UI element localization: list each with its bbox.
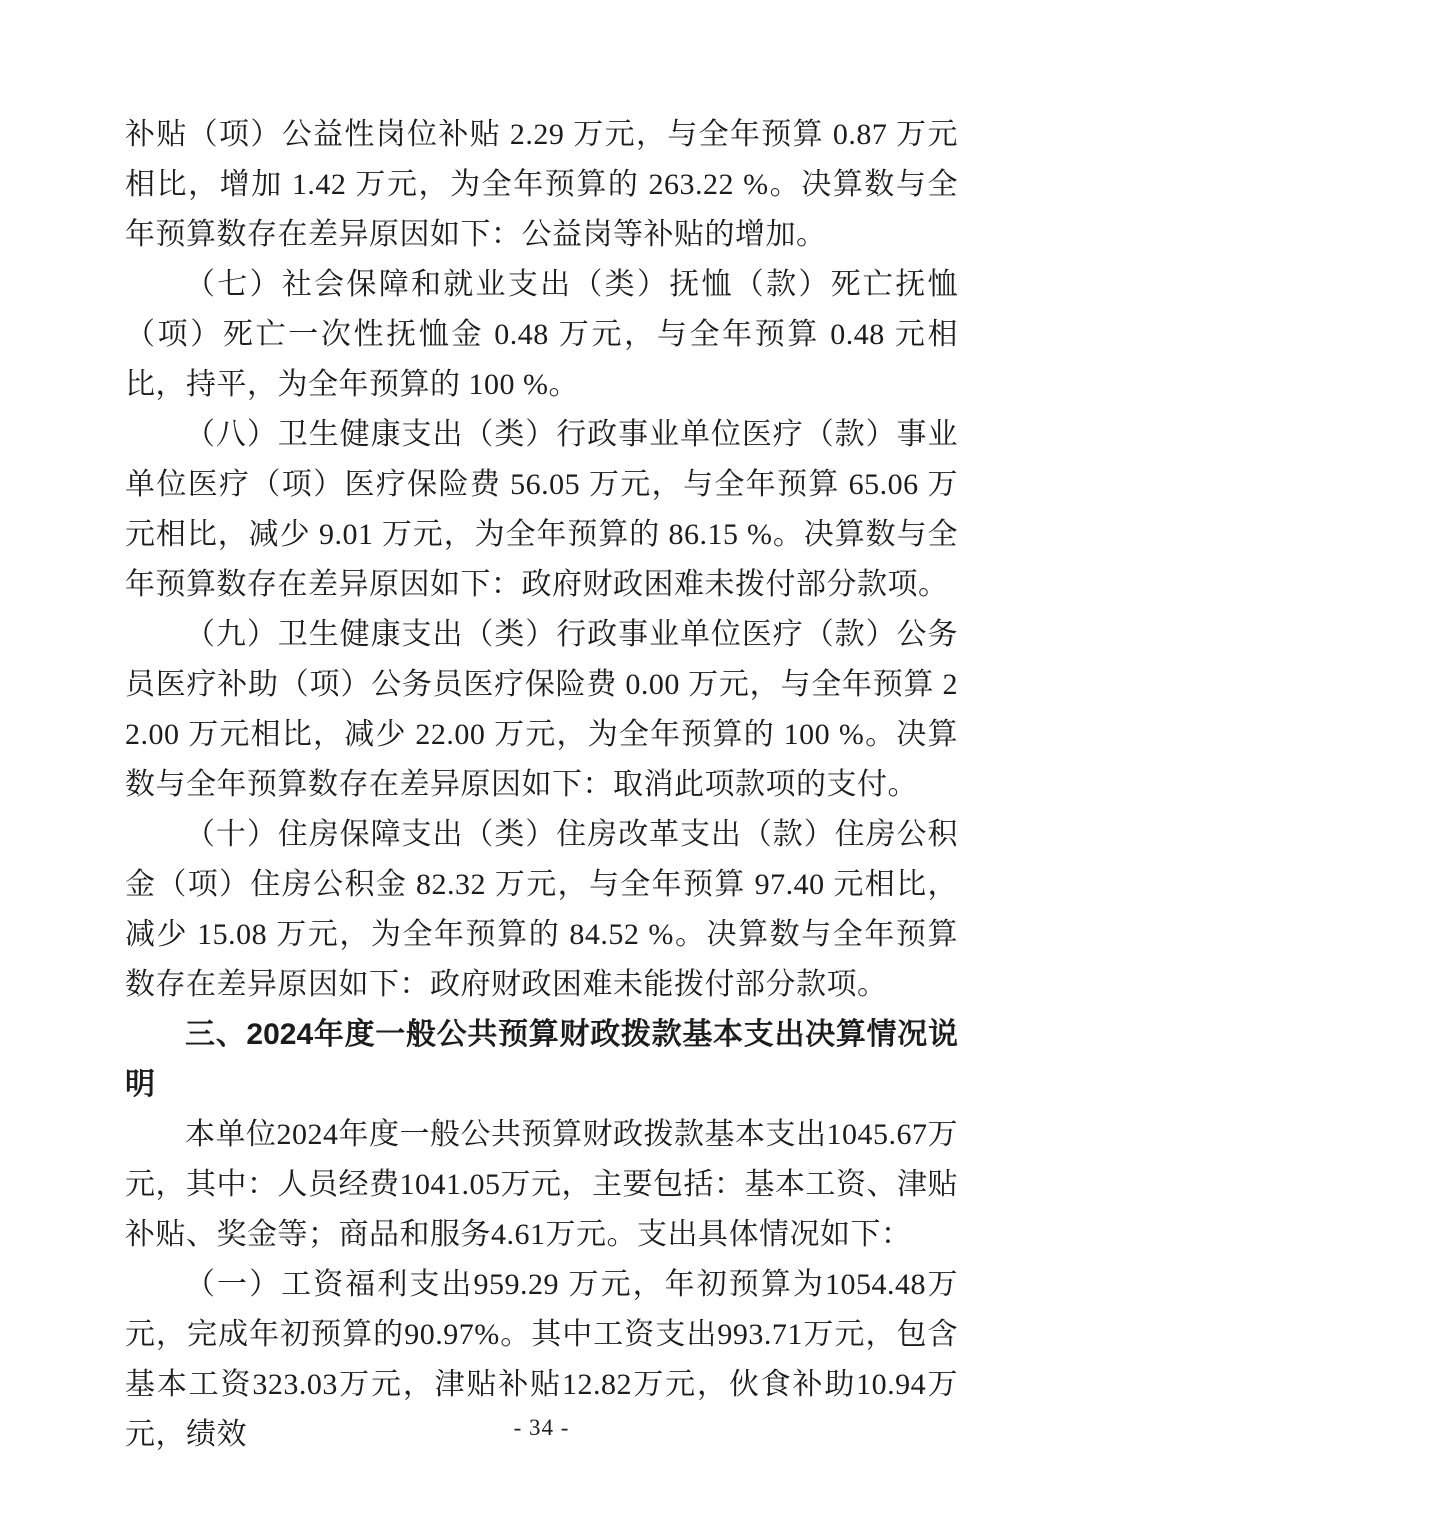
- para-item-9: （九）卫生健康支出（类）行政事业单位医疗（款）公务员医疗补助（项）公务员医疗保险费 0.00 万元，与全年预算 22.00 万元相比，减少 22.00 万元，为全年预算的 100 %。决算数与全年预算数存在差异原因如下：取消此项款项的支付。: [125, 618, 958, 801]
- para-subsidy-continuation: 补贴（项）公益性岗位补贴 2.29 万元，与全年预算 0.87 万元相比，增加 1.42 万元，为全年预算的 263.22 %。决算数与全年预算数存在差异原因如下：公益岗等补贴的增加。: [125, 118, 958, 251]
- page-number: - 34 -: [513, 1415, 570, 1440]
- document-body: [125, 110, 958, 1460]
- para-item-10: （十）住房保障支出（类）住房改革支出（款）住房公积金（项）住房公积金 82.32 万元，与全年预算 97.40 元相比，减少 15.08 万元，为全年预算的 84.52 %。决算数与全年预算数存在差异原因如下：政府财政困难未能拨付部分款项。: [125, 818, 958, 1001]
- para-item-1-wages: （一）工资福利支出959.29 万元，年初预算为1054.48万元，完成年初预算的90.97%。其中工资支出993.71万元，包含基本工资323.03万元，津贴补贴12.82万元，伙食补助10.94万元，绩效: [125, 1268, 958, 1451]
- para-basic-expenditure-overview: 本单位2024年度一般公共预算财政拨款基本支出1045.67万元，其中：人员经费1041.05万元，主要包括：基本工资、津贴补贴、奖金等；商品和服务4.61万元。支出具体情况如下：: [125, 1118, 958, 1251]
- section-heading: 三、2024年度一般公共预算财政拨款基本支出决算情况说明: [125, 1018, 958, 1101]
- para-item-7: （七）社会保障和就业支出（类）抚恤（款）死亡抚恤（项）死亡一次性抚恤金 0.48 万元，与全年预算 0.48 元相比，持平，为全年预算的 100 %。: [125, 268, 958, 401]
- para-item-8: （八）卫生健康支出（类）行政事业单位医疗（款）事业单位医疗（项）医疗保险费 56.05 万元，与全年预算 65.06 万元相比，减少 9.01 万元，为全年预算的 86.15 %。决算数与全年预算数存在差异原因如下：政府财政困难未拨付部分款项。: [125, 418, 958, 601]
